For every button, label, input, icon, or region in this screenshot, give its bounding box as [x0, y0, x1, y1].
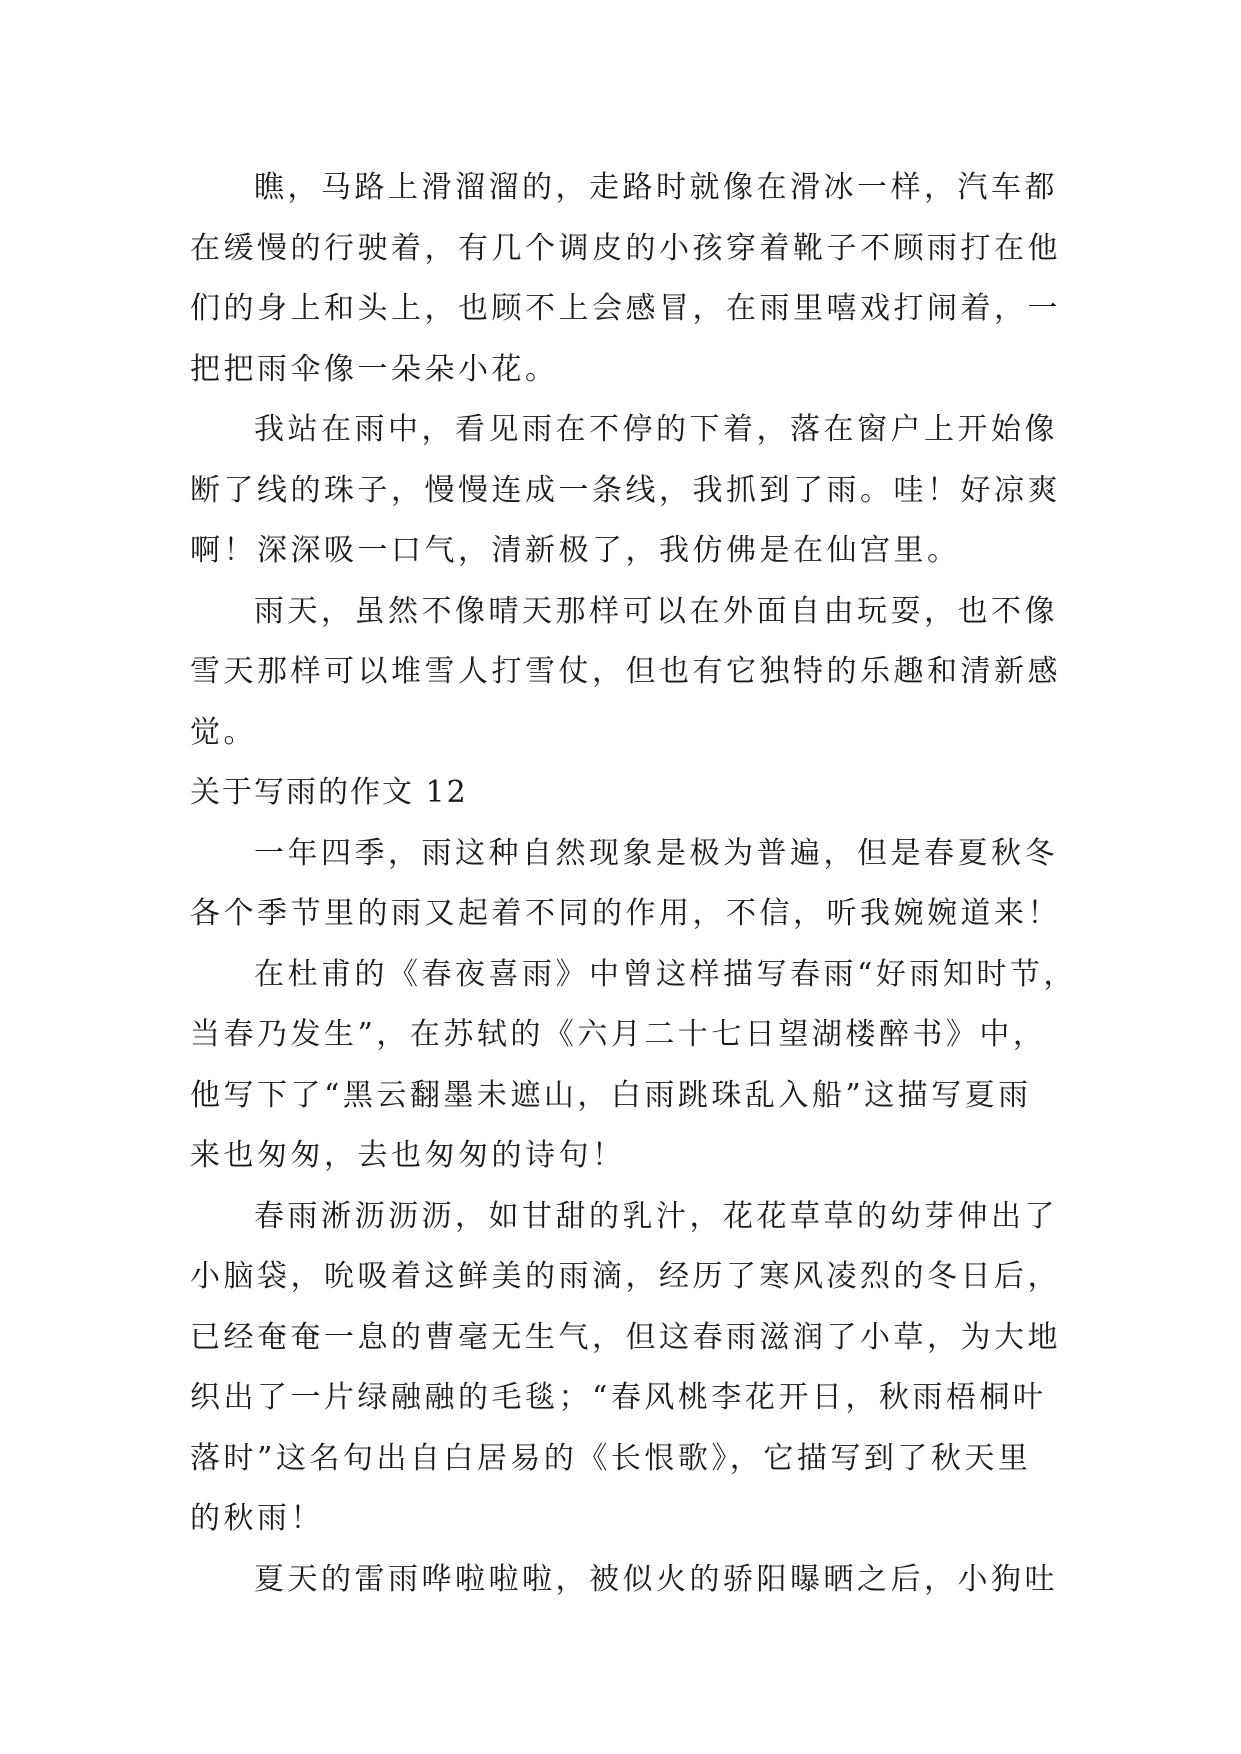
text-line: 断了线的珠子，慢慢连成一条线，我抓到了雨。哇！好凉爽 — [190, 472, 1061, 508]
text-line: 落时”这名句出自白居易的《长恨歌》，它描写到了秋天里 — [190, 1440, 1032, 1476]
text-line: 雪天那样可以堆雪人打雪仗，但也有它独特的乐趣和清新感 — [190, 654, 1061, 689]
text-line: 夏天的雷雨哗啦啦啦，被似火的骄阳曝晒之后，小狗吐 — [254, 1561, 1058, 1597]
text-line: 们的身上和头上，也顾不上会感冒，在雨里嘻戏打闹着，一 — [190, 291, 1061, 326]
text-line: 织出了一片绿融融的毛毯；“春风桃李花开日，秋雨梧桐叶 — [190, 1380, 1047, 1415]
text-line: 一年四季，雨这种自然现象是极为普遍，但是春夏秋冬 — [254, 835, 1058, 871]
section-heading: 关于写雨的作文 12 — [190, 775, 468, 810]
text-line: 他写下了“黑云翻墨未遮山，白雨跳珠乱入船”这描写夏雨 — [190, 1077, 1032, 1113]
text-line: 把把雨伞像一朵朵小花。 — [190, 351, 559, 387]
text-line: 瞧，马路上滑溜溜的，走路时就像在滑冰一样，汽车都 — [254, 170, 1058, 205]
text-line: 在杜甫的《春夜喜雨》中曾这样描写春雨“好雨知时节， — [254, 956, 1077, 992]
text-line: 雨天，虽然不像晴天那样可以在外面自由玩耍，也不像 — [254, 593, 1058, 629]
text-line: 当春乃发生”，在苏轼的《六月二十七日望湖楼醉书》中， — [190, 1017, 1047, 1052]
document-body — [190, 158, 1077, 1610]
text-line: 各个季节里的雨又起着不同的作用，不信，听我婉婉道来！ — [190, 896, 1061, 931]
text-line: 的秋雨！ — [190, 1501, 324, 1536]
text-line: 来也匆匆，去也匆匆的诗句！ — [190, 1138, 626, 1173]
text-line: 觉。 — [190, 714, 257, 750]
text-line: 我站在雨中，看见雨在不停的下着，落在窗户上开始像 — [254, 412, 1058, 447]
text-line: 春雨淅沥沥沥，如甘甜的乳汁，花花草草的幼芽伸出了 — [254, 1198, 1058, 1234]
text-line: 小脑袋，吮吸着这鲜美的雨滴，经历了寒风凌烈的冬日后， — [190, 1259, 1061, 1294]
text-line: 在缓慢的行驶着，有几个调皮的小孩穿着靴子不顾雨打在他 — [190, 230, 1061, 266]
text-line: 啊！深深吸一口气，清新极了，我仿佛是在仙宫里。 — [190, 533, 961, 568]
text-line: 已经奄奄一息的曹毫无生气，但这春雨滋润了小草，为大地 — [190, 1319, 1061, 1355]
